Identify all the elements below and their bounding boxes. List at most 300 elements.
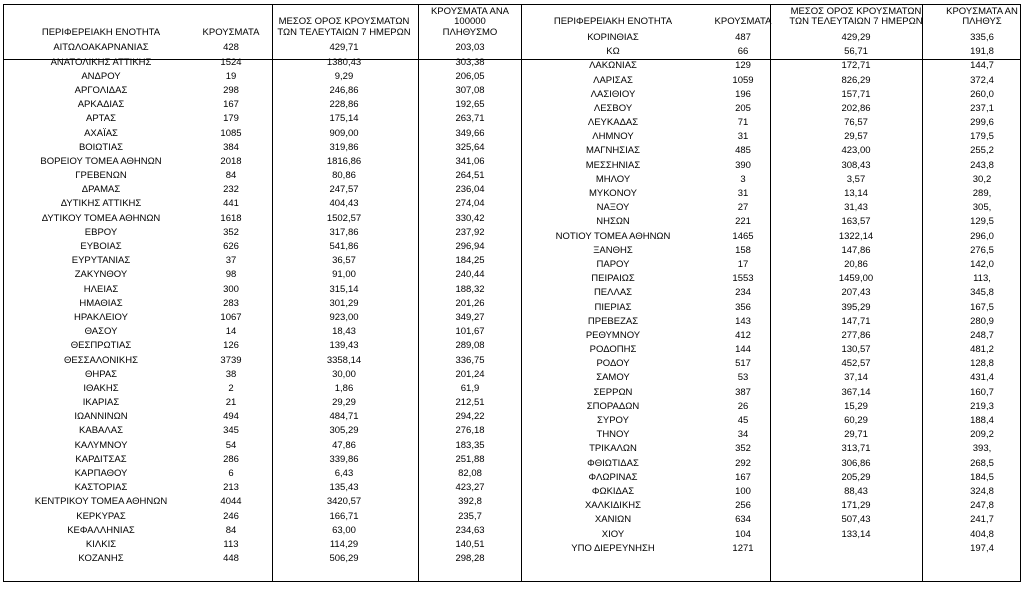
row-region-name: ΚΑΒΑΛΑΣ bbox=[79, 425, 123, 437]
row-per100k: 289,08 bbox=[455, 340, 485, 352]
row-cases: 345 bbox=[223, 425, 239, 437]
row-region-name: ΜΗΛΟΥ bbox=[595, 173, 631, 185]
row-region-name: ΚΑΛΥΜΝΟΥ bbox=[74, 439, 128, 451]
row-region-name: ΘΕΣΣΑΛΟΝΙΚΗΣ bbox=[64, 354, 138, 366]
row-avg7: 317,86 bbox=[329, 226, 359, 238]
column-divider-center bbox=[521, 4, 522, 582]
row-region-name: ΝΗΣΩΝ bbox=[596, 216, 630, 228]
row-per100k: 268,5 bbox=[970, 457, 994, 469]
table-row bbox=[522, 102, 1024, 116]
row-cases: 179 bbox=[223, 113, 239, 125]
row-cases: 256 bbox=[735, 500, 751, 512]
row-per100k: 289, bbox=[972, 188, 992, 200]
row-per100k: 404,8 bbox=[970, 528, 994, 540]
row-region-name: ΑΡΓΟΛΙΔΑΣ bbox=[74, 84, 128, 96]
row-cases: 412 bbox=[735, 329, 751, 341]
row-per100k: 307,08 bbox=[455, 84, 485, 96]
table-row bbox=[522, 386, 1024, 400]
table-head-left bbox=[10, 6, 522, 41]
row-avg7: 484,71 bbox=[329, 411, 359, 423]
row-avg7: 166,71 bbox=[329, 510, 359, 522]
row-avg7: 404,43 bbox=[329, 198, 359, 210]
row-per100k: 82,08 bbox=[458, 468, 482, 480]
table-row bbox=[10, 325, 522, 339]
table-row bbox=[10, 169, 522, 183]
row-region-name: ΑΡΚΑΔΙΑΣ bbox=[77, 99, 125, 111]
row-cases: 1059 bbox=[732, 74, 754, 86]
table-row bbox=[522, 244, 1024, 258]
table-row bbox=[10, 467, 522, 481]
row-cases: 1553 bbox=[732, 273, 754, 285]
row-avg7: 88,43 bbox=[844, 485, 868, 497]
row-avg7: 923,00 bbox=[329, 311, 359, 323]
row-cases: 1067 bbox=[220, 311, 242, 323]
row-per100k: 203,03 bbox=[455, 42, 485, 54]
row-per100k: 197,4 bbox=[970, 542, 994, 554]
table-row bbox=[522, 59, 1024, 73]
row-per100k: 191,8 bbox=[970, 46, 994, 58]
table-row bbox=[522, 272, 1024, 286]
row-per100k: 481,2 bbox=[970, 344, 994, 356]
table-row bbox=[522, 371, 1024, 385]
row-avg7: 826,29 bbox=[841, 74, 871, 86]
row-cases: 38 bbox=[225, 368, 237, 380]
row-avg7: 207,43 bbox=[841, 287, 871, 299]
row-cases: 54 bbox=[225, 439, 237, 451]
header-avg7-right bbox=[782, 6, 930, 31]
table-row bbox=[522, 315, 1024, 329]
row-cases: 494 bbox=[223, 411, 239, 423]
row-cases: 292 bbox=[735, 457, 751, 469]
row-region-name: ΘΑΣΟΥ bbox=[84, 326, 118, 338]
row-cases: 2 bbox=[228, 382, 234, 394]
table-row bbox=[10, 112, 522, 126]
row-region-name: ΚΑΡΔΙΤΣΑΣ bbox=[75, 453, 127, 465]
row-cases: 1618 bbox=[220, 212, 242, 224]
row-per100k: 188,4 bbox=[970, 415, 994, 427]
table-row bbox=[10, 226, 522, 240]
row-avg7: 29,71 bbox=[844, 429, 868, 441]
header-cases-left: ΚΡΟΥΣΜΑΤΑ bbox=[202, 26, 260, 38]
row-per100k: 247,8 bbox=[970, 500, 994, 512]
table-row bbox=[522, 201, 1024, 215]
row-per100k: 255,2 bbox=[970, 145, 994, 157]
row-avg7: 246,86 bbox=[329, 84, 359, 96]
header-avg7-right-line1: ΜΕΣΟΣ ΟΡΟΣ ΚΡΟΥΣΜΑΤΩΝ bbox=[790, 6, 922, 17]
column-divider-right-avg bbox=[922, 4, 923, 582]
table-row bbox=[522, 300, 1024, 314]
table-row bbox=[10, 538, 522, 552]
row-cases: 1465 bbox=[732, 230, 754, 242]
row-avg7: 157,71 bbox=[841, 88, 871, 100]
row-region-name: ΧΑΛΚΙΔΙΚΗΣ bbox=[584, 500, 642, 512]
row-region-name: ΚΕΝΤΡΙΚΟΥ ΤΟΜΕΑ ΑΘΗΝΩΝ bbox=[34, 496, 168, 508]
table-row bbox=[10, 410, 522, 424]
table-row bbox=[10, 56, 522, 70]
row-cases: 221 bbox=[735, 216, 751, 228]
row-avg7: 1322,14 bbox=[838, 230, 874, 242]
row-region-name: ΡΕΘΥΜΝΟΥ bbox=[585, 329, 641, 341]
row-avg7: 114,29 bbox=[329, 538, 359, 550]
row-avg7: 76,57 bbox=[844, 117, 868, 129]
row-avg7: 315,14 bbox=[329, 283, 359, 295]
column-divider-left-cases bbox=[272, 4, 273, 582]
row-avg7: 3358,14 bbox=[326, 354, 362, 366]
row-per100k: 219,3 bbox=[970, 400, 994, 412]
row-per100k: 188,32 bbox=[455, 283, 485, 295]
row-per100k: 264,51 bbox=[455, 170, 485, 182]
row-region-name: ΠΑΡΟΥ bbox=[596, 258, 630, 270]
row-region-name: ΦΘΙΩΤΙΔΑΣ bbox=[587, 457, 639, 469]
row-avg7: 56,71 bbox=[844, 46, 868, 58]
row-per100k: 179,5 bbox=[970, 131, 994, 143]
row-region-name: ΘΗΡΑΣ bbox=[84, 368, 118, 380]
row-cases: 167 bbox=[735, 471, 751, 483]
row-region-name: ΤΡΙΚΑΛΩΝ bbox=[589, 443, 637, 455]
row-avg7: 1502,57 bbox=[326, 212, 362, 224]
row-cases: 2018 bbox=[220, 155, 242, 167]
row-region-name: ΙΩΑΝΝΙΝΩΝ bbox=[74, 411, 128, 423]
row-per100k: 212,51 bbox=[455, 397, 485, 409]
row-cases: 448 bbox=[223, 553, 239, 565]
row-avg7: 29,57 bbox=[844, 131, 868, 143]
row-avg7: 13,14 bbox=[844, 188, 868, 200]
row-cases: 53 bbox=[737, 372, 749, 384]
row-avg7: 541,86 bbox=[329, 241, 359, 253]
row-cases: 84 bbox=[225, 524, 237, 536]
row-avg7: 37,14 bbox=[844, 372, 868, 384]
row-cases: 205 bbox=[735, 102, 751, 114]
row-per100k: 128,8 bbox=[970, 358, 994, 370]
row-avg7: 1816,86 bbox=[326, 155, 362, 167]
row-avg7: 80,86 bbox=[332, 170, 356, 182]
row-region-name: ΛΑΡΙΣΑΣ bbox=[593, 74, 633, 86]
row-region-name: ΒΟΡΕΙΟΥ ΤΟΜΕΑ ΑΘΗΝΩΝ bbox=[40, 155, 162, 167]
header-region-left: ΠΕΡΙΦΕΡΕΙΑΚΗ ΕΝΟΤΗΤΑ bbox=[41, 26, 161, 38]
row-region-name: ΚΑΣΤΟΡΙΑΣ bbox=[74, 482, 128, 494]
row-cases: 286 bbox=[223, 453, 239, 465]
row-per100k: 341,06 bbox=[455, 155, 485, 167]
row-avg7: 3,57 bbox=[846, 173, 866, 185]
table-row bbox=[10, 155, 522, 169]
row-region-name: ΑΙΤΩΛΟΑΚΑΡΝΑΝΙΑΣ bbox=[53, 42, 149, 54]
row-cases: 487 bbox=[735, 31, 751, 43]
row-cases: 167 bbox=[223, 99, 239, 111]
table-row bbox=[522, 215, 1024, 229]
row-per100k: 160,7 bbox=[970, 386, 994, 398]
row-cases: 384 bbox=[223, 141, 239, 153]
row-region-name: ΛΗΜΝΟΥ bbox=[592, 131, 634, 143]
header-divider bbox=[3, 59, 1021, 60]
table-row bbox=[10, 183, 522, 197]
table-row bbox=[10, 510, 522, 524]
header-avg7-left bbox=[270, 6, 418, 41]
row-per100k: 349,27 bbox=[455, 311, 485, 323]
row-cases: 283 bbox=[223, 297, 239, 309]
row-region-name: ΡΟΔΟΥ bbox=[596, 358, 630, 370]
row-cases: 37 bbox=[225, 255, 237, 267]
row-avg7: 171,29 bbox=[841, 500, 871, 512]
header-region-right: ΠΕΡΙΦΕΡΕΙΑΚΗ ΕΝΟΤΗΤΑ bbox=[553, 16, 673, 28]
row-region-name: ΜΑΓΝΗΣΙΑΣ bbox=[586, 145, 640, 157]
table-row bbox=[10, 283, 522, 297]
row-avg7: 163,57 bbox=[841, 216, 871, 228]
row-per100k: 325,64 bbox=[455, 141, 485, 153]
row-cases: 634 bbox=[735, 514, 751, 526]
row-avg7: 205,29 bbox=[841, 471, 871, 483]
row-region-name: ΠΙΕΡΙΑΣ bbox=[594, 301, 632, 313]
row-avg7: 139,43 bbox=[329, 340, 359, 352]
row-cases: 34 bbox=[737, 429, 749, 441]
row-cases: 3739 bbox=[220, 354, 242, 366]
row-region-name: ΙΘΑΚΗΣ bbox=[83, 382, 119, 394]
row-cases: 1524 bbox=[220, 56, 242, 68]
row-region-name: ΦΩΚΙΔΑΣ bbox=[591, 485, 635, 497]
row-cases: 387 bbox=[735, 386, 751, 398]
row-cases: 26 bbox=[737, 400, 749, 412]
row-cases: 143 bbox=[735, 315, 751, 327]
row-avg7 bbox=[782, 542, 930, 556]
row-region-name: ΗΜΑΘΙΑΣ bbox=[79, 297, 123, 309]
table-body-left bbox=[10, 41, 522, 566]
row-per100k: 349,66 bbox=[455, 127, 485, 139]
table-row bbox=[522, 414, 1024, 428]
row-per100k: 30,2 bbox=[972, 173, 992, 185]
row-region-name: ΕΥΡΥΤΑΝΙΑΣ bbox=[71, 255, 131, 267]
row-avg7: 20,86 bbox=[844, 258, 868, 270]
table-row bbox=[522, 442, 1024, 456]
row-avg7: 319,86 bbox=[329, 141, 359, 153]
table-row bbox=[10, 141, 522, 155]
row-cases: 17 bbox=[737, 258, 749, 270]
row-avg7: 423,00 bbox=[841, 145, 871, 157]
row-per100k: 235,7 bbox=[458, 510, 482, 522]
table-row bbox=[10, 311, 522, 325]
table-row bbox=[10, 240, 522, 254]
row-avg7: 305,29 bbox=[329, 425, 359, 437]
row-per100k: 393, bbox=[972, 443, 992, 455]
row-cases: 1085 bbox=[220, 127, 242, 139]
row-region-name: ΜΕΣΣΗΝΙΑΣ bbox=[585, 159, 641, 171]
row-cases: 104 bbox=[735, 528, 751, 540]
row-per100k: 129,5 bbox=[970, 216, 994, 228]
row-region-name: ΖΑΚΥΝΘΟΥ bbox=[74, 269, 128, 281]
row-avg7: 18,43 bbox=[332, 326, 356, 338]
row-avg7: 91,00 bbox=[332, 269, 356, 281]
row-region-name: ΥΠΟ ΔΙΕΡΕΥΝΗΣΗ bbox=[571, 542, 655, 554]
row-avg7: 506,29 bbox=[329, 553, 359, 565]
row-cases: 213 bbox=[223, 482, 239, 494]
row-region-name: ΙΚΑΡΙΑΣ bbox=[82, 397, 120, 409]
table-row bbox=[522, 286, 1024, 300]
table-row bbox=[10, 552, 522, 566]
row-per100k: 330,42 bbox=[455, 212, 485, 224]
row-per100k: 236,04 bbox=[455, 184, 485, 196]
column-divider-left-avg bbox=[418, 4, 419, 582]
table-row bbox=[522, 45, 1024, 59]
row-per100k: 113, bbox=[973, 273, 991, 285]
table-row bbox=[10, 453, 522, 467]
row-avg7: 133,14 bbox=[841, 528, 871, 540]
row-region-name: ΗΛΕΙΑΣ bbox=[83, 283, 119, 295]
row-region-name: ΧΑΝΙΩΝ bbox=[594, 514, 632, 526]
table-row bbox=[522, 144, 1024, 158]
row-per100k: 237,1 bbox=[970, 102, 994, 114]
table-row bbox=[10, 368, 522, 382]
row-region-name: ΤΗΝΟΥ bbox=[596, 429, 630, 441]
table-row bbox=[10, 41, 522, 55]
table-row bbox=[522, 343, 1024, 357]
row-cases: 428 bbox=[223, 42, 239, 54]
row-cases: 14 bbox=[225, 326, 237, 338]
row-avg7: 301,29 bbox=[329, 297, 359, 309]
row-cases: 66 bbox=[737, 46, 749, 58]
table-row bbox=[522, 542, 1024, 556]
row-region-name: ΚΟΖΑΝΗΣ bbox=[78, 553, 124, 565]
row-per100k: 276,18 bbox=[455, 425, 485, 437]
row-per100k: 335,6 bbox=[970, 31, 994, 43]
table-row bbox=[10, 382, 522, 396]
row-avg7: 339,86 bbox=[329, 453, 359, 465]
table-row bbox=[10, 524, 522, 538]
table-row bbox=[10, 481, 522, 495]
row-avg7: 395,29 bbox=[841, 301, 871, 313]
row-cases: 158 bbox=[735, 244, 751, 256]
row-per100k: 192,65 bbox=[455, 99, 485, 111]
row-cases: 352 bbox=[223, 226, 239, 238]
row-cases: 71 bbox=[737, 117, 749, 129]
row-region-name: ΑΝΔΡΟΥ bbox=[81, 70, 121, 82]
row-per100k: 142,0 bbox=[970, 258, 994, 270]
row-per100k: 276,5 bbox=[970, 244, 994, 256]
row-cases: 390 bbox=[735, 159, 751, 171]
row-region-name: ΚΕΡΚΥΡΑΣ bbox=[76, 510, 126, 522]
table-row bbox=[522, 471, 1024, 485]
row-region-name: ΞΑΝΘΗΣ bbox=[593, 244, 633, 256]
row-cases: 27 bbox=[737, 202, 749, 214]
row-region-name: ΚΟΡΙΝΘΙΑΣ bbox=[587, 31, 639, 43]
row-per100k: 431,4 bbox=[970, 372, 994, 384]
row-cases: 126 bbox=[223, 340, 239, 352]
regional-cases-table-left bbox=[10, 6, 522, 566]
row-cases: 113 bbox=[223, 538, 239, 550]
table-head-right bbox=[522, 6, 1024, 31]
row-per100k: 234,63 bbox=[455, 524, 485, 536]
row-region-name: ΧΙΟΥ bbox=[601, 528, 625, 540]
row-region-name: ΔΥΤΙΚΟΥ ΤΟΜΕΑ ΑΘΗΝΩΝ bbox=[41, 212, 161, 224]
row-region-name: ΛΕΥΚΑΔΑΣ bbox=[587, 117, 639, 129]
row-avg7: 147,71 bbox=[841, 315, 871, 327]
row-cases: 3 bbox=[740, 173, 746, 185]
row-avg7: 429,71 bbox=[329, 42, 359, 54]
row-per100k: 209,2 bbox=[970, 429, 994, 441]
row-avg7: 313,71 bbox=[841, 443, 871, 455]
row-cases: 6 bbox=[228, 468, 234, 480]
row-region-name: ΕΒΡΟΥ bbox=[84, 226, 118, 238]
row-per100k: 260,0 bbox=[970, 88, 994, 100]
row-region-name: ΔΥΤΙΚΗΣ ΑΤΤΙΚΗΣ bbox=[60, 198, 142, 210]
row-cases: 100 bbox=[735, 485, 751, 497]
table-row bbox=[522, 159, 1024, 173]
row-avg7: 172,71 bbox=[841, 60, 871, 72]
regional-cases-table-right bbox=[522, 6, 1024, 556]
table-row bbox=[522, 73, 1024, 87]
row-cases: 129 bbox=[735, 60, 751, 72]
row-region-name: ΚΩ bbox=[606, 46, 620, 58]
row-region-name: ΛΕΣΒΟΥ bbox=[593, 102, 633, 114]
table-row bbox=[10, 353, 522, 367]
row-avg7: 29,29 bbox=[332, 397, 356, 409]
table-row bbox=[10, 297, 522, 311]
row-per100k: 140,51 bbox=[455, 538, 485, 550]
row-per100k: 296,94 bbox=[455, 241, 485, 253]
row-avg7: 452,57 bbox=[841, 358, 871, 370]
table-row bbox=[522, 173, 1024, 187]
row-avg7: 175,14 bbox=[329, 113, 359, 125]
row-avg7: 228,86 bbox=[329, 99, 359, 111]
row-avg7: 63,00 bbox=[332, 524, 356, 536]
row-avg7: 1,86 bbox=[334, 382, 354, 394]
row-cases: 356 bbox=[735, 301, 751, 313]
row-avg7: 202,86 bbox=[841, 102, 871, 114]
row-cases: 300 bbox=[223, 283, 239, 295]
row-per100k: 305, bbox=[972, 202, 992, 214]
row-per100k: 144,7 bbox=[970, 60, 994, 72]
row-avg7: 30,00 bbox=[332, 368, 356, 380]
row-per100k: 303,38 bbox=[455, 56, 485, 68]
row-avg7: 277,86 bbox=[841, 329, 871, 341]
row-avg7: 130,57 bbox=[841, 344, 871, 356]
row-per100k: 251,88 bbox=[455, 453, 485, 465]
row-per100k: 206,05 bbox=[455, 70, 485, 82]
header-cases-right: ΚΡΟΥΣΜΑΤΑ bbox=[714, 16, 772, 28]
table-row bbox=[10, 84, 522, 98]
row-per100k: 324,8 bbox=[970, 485, 994, 497]
row-avg7: 135,43 bbox=[329, 482, 359, 494]
row-avg7: 15,29 bbox=[844, 400, 868, 412]
row-region-name: ΠΕΛΛΑΣ bbox=[593, 287, 633, 299]
row-region-name: ΣΠΟΡΑΔΩΝ bbox=[586, 400, 640, 412]
header-per100k-right-line1: ΚΡΟΥΣΜΑΤΑ ΑΝ bbox=[946, 6, 1018, 17]
table-row bbox=[10, 495, 522, 509]
row-avg7: 507,43 bbox=[841, 514, 871, 526]
table-row bbox=[10, 396, 522, 410]
table-row bbox=[522, 258, 1024, 272]
row-per100k: 248,7 bbox=[970, 329, 994, 341]
row-cases: 517 bbox=[735, 358, 751, 370]
row-cases: 21 bbox=[225, 397, 237, 409]
header-avg7-left-line1: ΜΕΣΟΣ ΟΡΟΣ ΚΡΟΥΣΜΑΤΩΝ bbox=[278, 16, 410, 28]
header-per100k-left-line2: ΠΛΗΘΥΣΜΟ bbox=[442, 26, 498, 38]
table-row bbox=[522, 230, 1024, 244]
table-row bbox=[10, 339, 522, 353]
table-row bbox=[10, 70, 522, 84]
header-per100k-right-line2: ΠΛΗΘΥΣ bbox=[962, 16, 1002, 28]
row-per100k: 298,28 bbox=[455, 553, 485, 565]
row-region-name: ΣΕΡΡΩΝ bbox=[593, 386, 633, 398]
table-row bbox=[522, 357, 1024, 371]
table-row bbox=[522, 400, 1024, 414]
row-region-name: ΑΝΑΤΟΛΙΚΗΣ ΑΤΤΙΚΗΣ bbox=[50, 56, 152, 68]
row-region-name: ΛΑΚΩΝΙΑΣ bbox=[589, 60, 637, 72]
header-avg7-right-line2: ΤΩΝ ΤΕΛΕΥΤΑΙΩΝ 7 ΗΜΕΡΩΝ bbox=[789, 16, 923, 28]
header-row-left bbox=[10, 6, 522, 41]
row-region-name: ΒΟΙΩΤΙΑΣ bbox=[78, 141, 124, 153]
row-region-name: ΝΑΞΟΥ bbox=[596, 202, 630, 214]
row-avg7: 367,14 bbox=[841, 386, 871, 398]
row-per100k: 345,8 bbox=[970, 287, 994, 299]
row-per100k: 392,8 bbox=[458, 496, 482, 508]
